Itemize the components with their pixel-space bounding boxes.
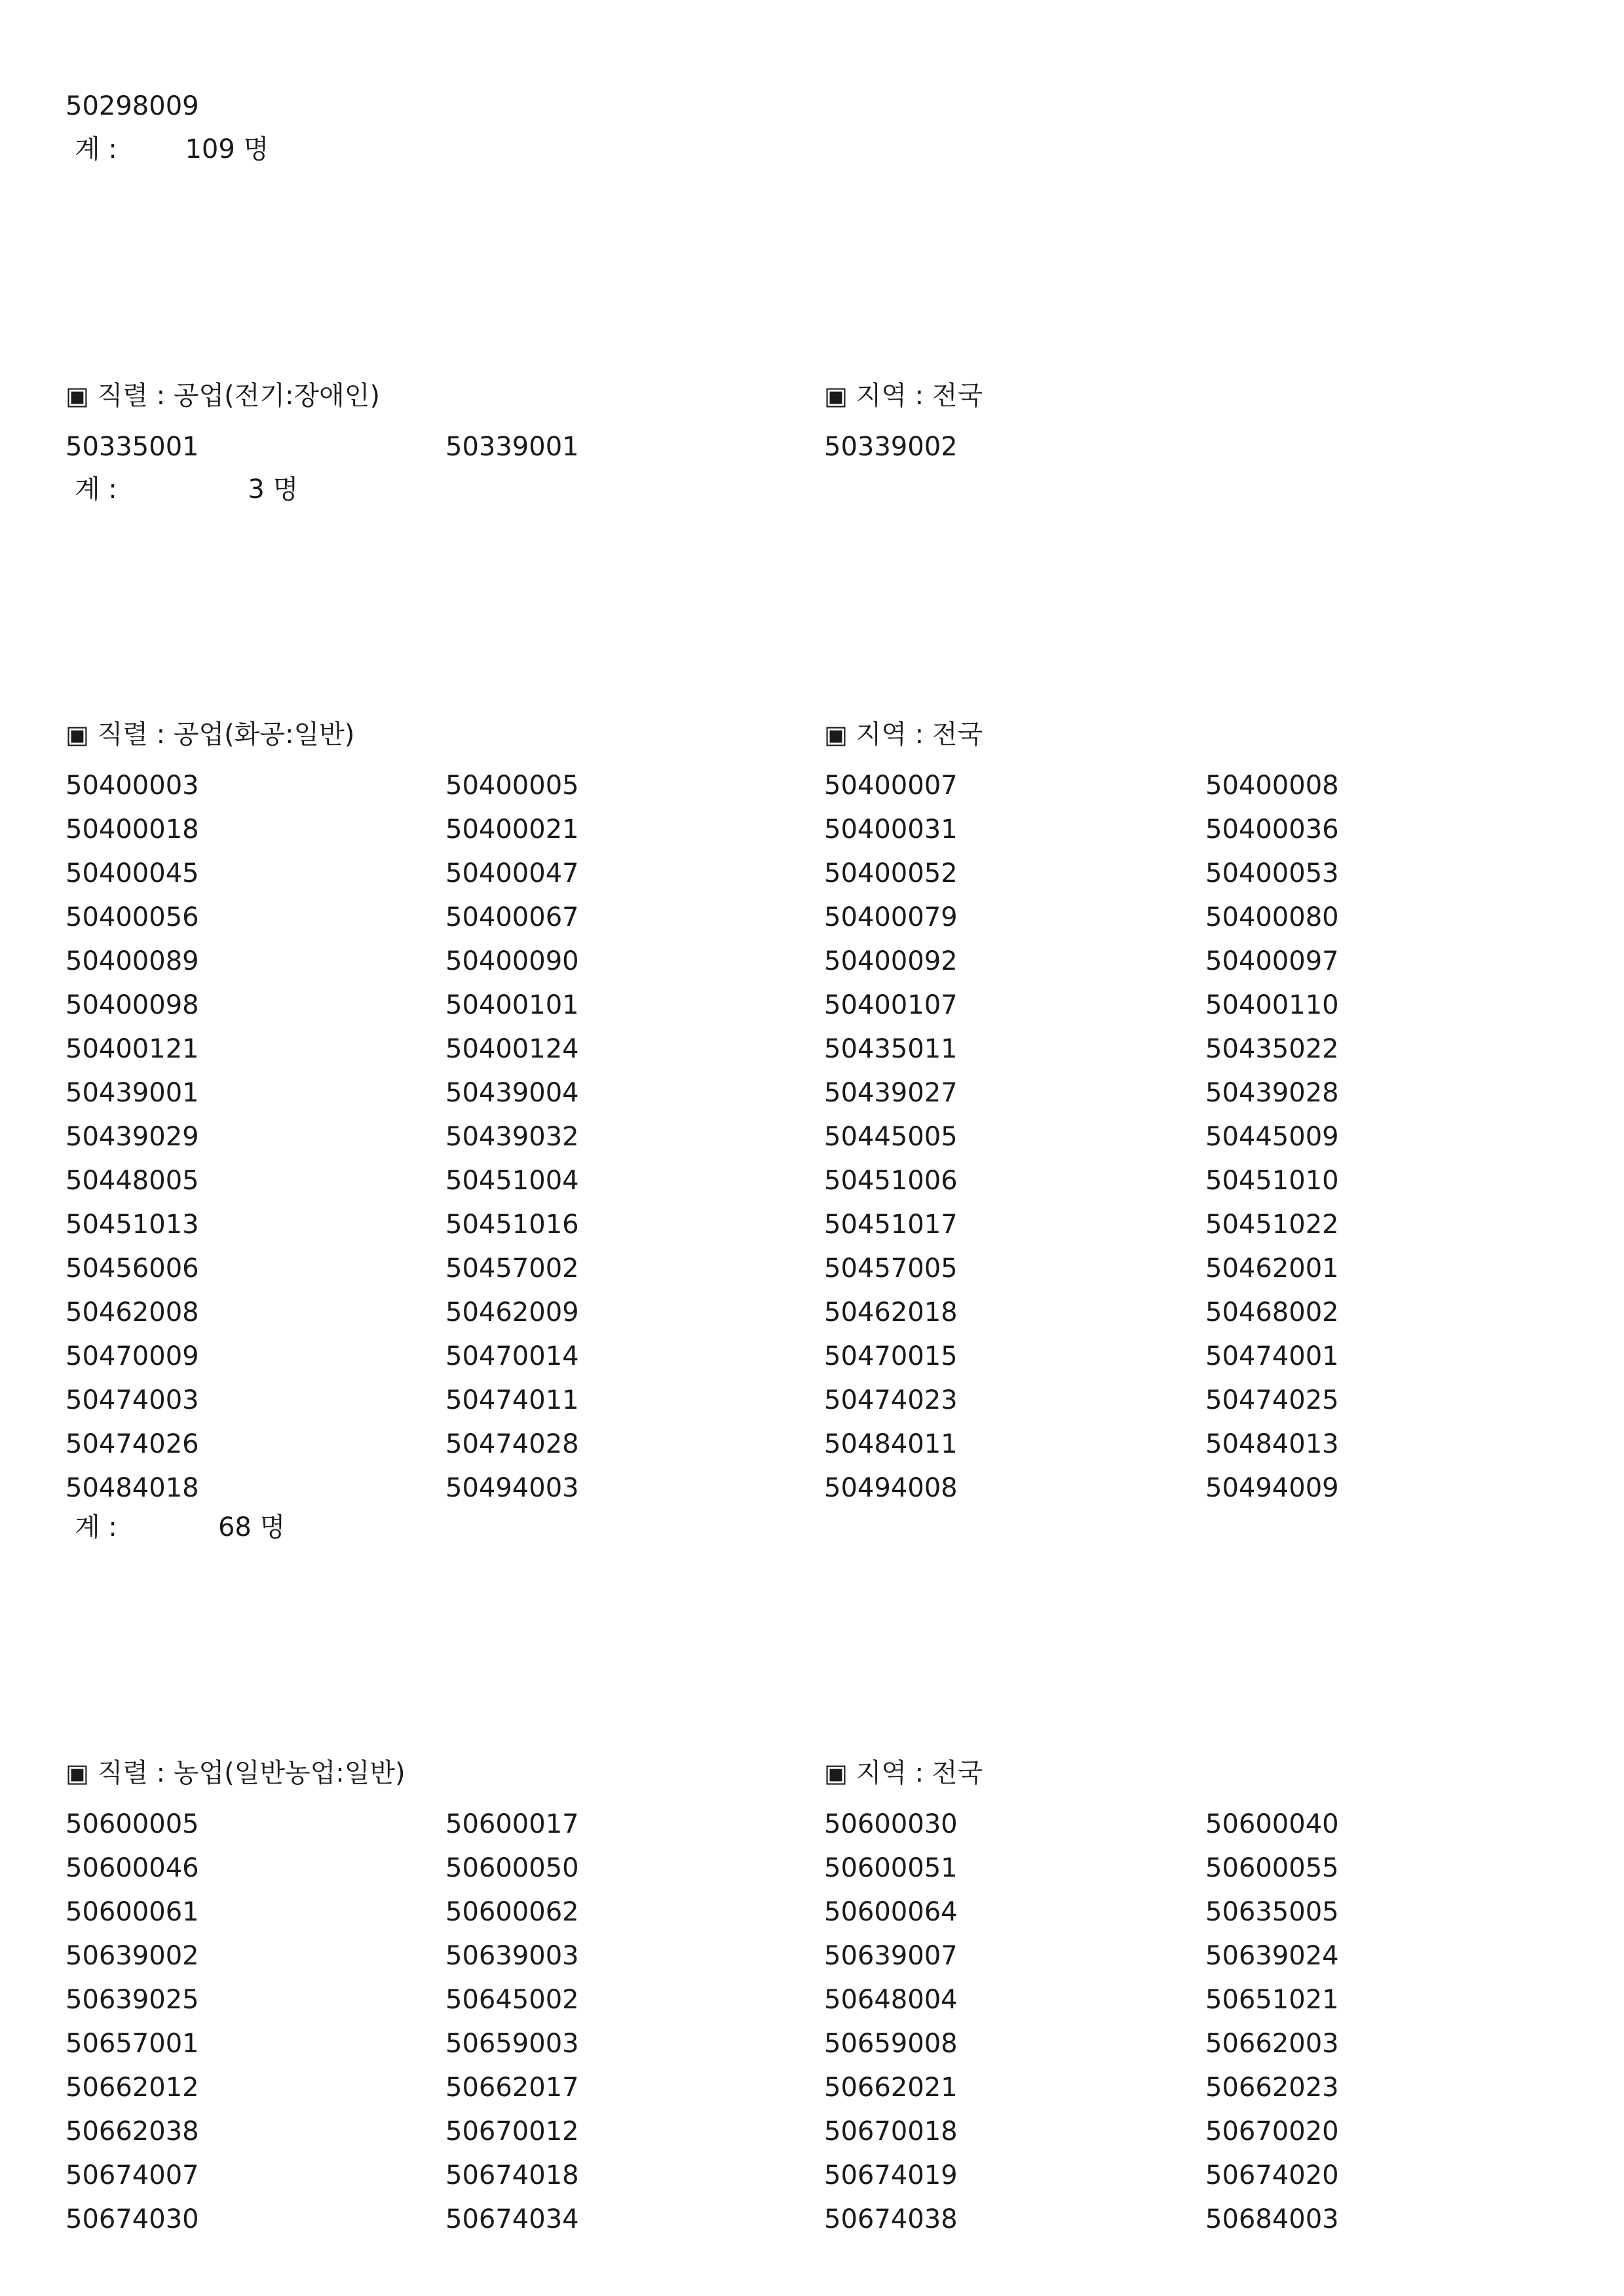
- id-cell: 50400045: [66, 858, 199, 889]
- id-cell: 50400121: [66, 1034, 199, 1064]
- id-cell: 50639024: [1205, 1941, 1339, 1971]
- section-1-series: [66, 383, 380, 409]
- section-marker-icon: ▣: [66, 381, 89, 410]
- id-cell: 50451017: [824, 1210, 958, 1240]
- id-cell: 50470009: [66, 1341, 199, 1371]
- id-cell: 50494003: [445, 1473, 579, 1503]
- id-cell: 50674038: [824, 2204, 958, 2234]
- id-cell: 50445005: [824, 1122, 958, 1152]
- id-cell: 50400021: [445, 814, 579, 845]
- id-cell: 50451022: [1205, 1210, 1339, 1240]
- id-cell: 50439001: [66, 1078, 199, 1108]
- top-id: 50298009: [66, 91, 199, 121]
- id-cell: 50674019: [824, 2160, 958, 2191]
- total-unit: 명: [259, 1512, 286, 1542]
- top-total: [75, 136, 269, 163]
- total-count: 3: [248, 474, 265, 505]
- id-cell: 50662038: [66, 2116, 199, 2147]
- region-label: 지역 : 전국: [856, 1758, 983, 1788]
- id-cell: 50439004: [445, 1078, 579, 1108]
- id-cell: 50400124: [445, 1034, 579, 1064]
- id-cell: 50457005: [824, 1253, 958, 1284]
- id-cell: 50435011: [824, 1034, 958, 1064]
- id-cell: 50400052: [824, 858, 958, 889]
- section-2-total: [75, 1514, 285, 1540]
- id-cell: 50400080: [1205, 902, 1339, 932]
- id-cell: 50435022: [1205, 1034, 1339, 1064]
- id-cell: 50662017: [445, 2073, 579, 2103]
- id-cell: 50474003: [66, 1385, 199, 1415]
- id-cell: 50600050: [445, 1853, 579, 1883]
- total-label: 계 :: [75, 134, 117, 164]
- id-cell: 50451006: [824, 1166, 958, 1196]
- id-cell: 50462008: [66, 1297, 199, 1328]
- id-cell: 50635005: [1205, 1897, 1339, 1927]
- id-cell: 50600040: [1205, 1809, 1339, 1839]
- id-cell: 50451004: [445, 1166, 579, 1196]
- id-cell: 50400047: [445, 858, 579, 889]
- id-cell: 50400089: [66, 946, 199, 976]
- id-cell: 50439029: [66, 1122, 199, 1152]
- id-cell: 50400003: [66, 771, 199, 801]
- id-cell: 50400092: [824, 946, 958, 976]
- total-label: 계 :: [75, 1512, 117, 1542]
- id-cell: 50400110: [1205, 990, 1339, 1020]
- id-cell: 50470015: [824, 1341, 958, 1371]
- id-cell: 50462001: [1205, 1253, 1339, 1284]
- id-cell: 50339001: [445, 432, 579, 462]
- id-cell: 50400031: [824, 814, 958, 845]
- section-2-series: [66, 721, 354, 748]
- id-cell: 50400018: [66, 814, 199, 845]
- id-cell: 50662021: [824, 2073, 958, 2103]
- id-cell: 50670012: [445, 2116, 579, 2147]
- id-cell: 50600062: [445, 1897, 579, 1927]
- id-cell: 50600051: [824, 1853, 958, 1883]
- id-cell: 50474025: [1205, 1385, 1339, 1415]
- id-cell: 50468002: [1205, 1297, 1339, 1328]
- id-cell: 50451013: [66, 1210, 199, 1240]
- id-cell: 50474026: [66, 1429, 199, 1459]
- id-cell: 50400107: [824, 990, 958, 1020]
- id-cell: 50484011: [824, 1429, 958, 1459]
- section-marker-icon: ▣: [824, 381, 848, 410]
- id-cell: 50400098: [66, 990, 199, 1020]
- section-marker-icon: ▣: [824, 1759, 848, 1788]
- id-cell: 50674018: [445, 2160, 579, 2191]
- total-unit: 명: [243, 134, 269, 164]
- id-cell: 50400005: [445, 771, 579, 801]
- section-marker-icon: ▣: [66, 720, 89, 749]
- id-cell: 50400079: [824, 902, 958, 932]
- id-cell: 50674020: [1205, 2160, 1339, 2191]
- id-cell: 50400097: [1205, 946, 1339, 976]
- id-cell: 50659008: [824, 2029, 958, 2059]
- id-cell: 50462018: [824, 1297, 958, 1328]
- id-cell: 50651021: [1205, 1985, 1339, 2015]
- id-cell: 50670018: [824, 2116, 958, 2147]
- id-cell: 50600055: [1205, 1853, 1339, 1883]
- id-cell: 50451010: [1205, 1166, 1339, 1196]
- section-3-region: [824, 1760, 983, 1786]
- section-1-region: [824, 383, 983, 409]
- id-cell: 50400007: [824, 771, 958, 801]
- id-cell: 50600017: [445, 1809, 579, 1839]
- id-cell: 50484018: [66, 1473, 199, 1503]
- id-cell: 50400053: [1205, 858, 1339, 889]
- id-cell: 50474028: [445, 1429, 579, 1459]
- id-cell: 50474023: [824, 1385, 958, 1415]
- id-cell: 50674034: [445, 2204, 579, 2234]
- id-cell: 50439027: [824, 1078, 958, 1108]
- id-cell: 50600046: [66, 1853, 199, 1883]
- id-cell: 50474001: [1205, 1341, 1339, 1371]
- section-2-region: [824, 721, 983, 748]
- id-cell: 50494008: [824, 1473, 958, 1503]
- id-cell: 50474011: [445, 1385, 579, 1415]
- id-cell: 50400056: [66, 902, 199, 932]
- id-cell: 50670020: [1205, 2116, 1339, 2147]
- id-cell: 50600030: [824, 1809, 958, 1839]
- id-cell: 50451016: [445, 1210, 579, 1240]
- total-count: 68: [217, 1512, 252, 1542]
- id-cell: 50662023: [1205, 2073, 1339, 2103]
- id-cell: 50662003: [1205, 2029, 1339, 2059]
- id-cell: 50462009: [445, 1297, 579, 1328]
- region-label: 지역 : 전국: [856, 719, 983, 750]
- id-cell: 50335001: [66, 432, 199, 462]
- id-cell: 50674007: [66, 2160, 199, 2191]
- id-cell: 50484013: [1205, 1429, 1339, 1459]
- id-cell: 50645002: [445, 1985, 579, 2015]
- id-cell: 50648004: [824, 1985, 958, 2015]
- id-cell: 50400067: [445, 902, 579, 932]
- section-3-series: [66, 1760, 406, 1786]
- id-cell: 50659003: [445, 2029, 579, 2059]
- id-cell: 50439028: [1205, 1078, 1339, 1108]
- region-label: 지역 : 전국: [856, 381, 983, 411]
- id-cell: 50400090: [445, 946, 579, 976]
- id-cell: 50439032: [445, 1122, 579, 1152]
- id-cell: 50494009: [1205, 1473, 1339, 1503]
- id-cell: 50657001: [66, 2029, 199, 2059]
- id-cell: 50400036: [1205, 814, 1339, 845]
- id-cell: 50448005: [66, 1166, 199, 1196]
- id-cell: 50639007: [824, 1941, 958, 1971]
- total-unit: 명: [273, 474, 299, 505]
- id-cell: 50674030: [66, 2204, 199, 2234]
- id-cell: 50400101: [445, 990, 579, 1020]
- section-marker-icon: ▣: [824, 720, 848, 749]
- id-cell: 50684003: [1205, 2204, 1339, 2234]
- total-label: 계 :: [75, 474, 117, 505]
- series-label: 직렬 : 농업(일반농업:일반): [97, 1758, 406, 1788]
- id-cell: 50457002: [445, 1253, 579, 1284]
- id-cell: 50339002: [824, 432, 958, 462]
- id-cell: 50400008: [1205, 771, 1339, 801]
- id-cell: 50639003: [445, 1941, 579, 1971]
- id-cell: 50600005: [66, 1809, 199, 1839]
- id-cell: 50639025: [66, 1985, 199, 2015]
- id-cell: 50445009: [1205, 1122, 1339, 1152]
- id-cell: 50456006: [66, 1253, 199, 1284]
- id-cell: 50662012: [66, 2073, 199, 2103]
- id-cell: 50600064: [824, 1897, 958, 1927]
- section-1-total: [75, 476, 298, 503]
- id-cell: 50600061: [66, 1897, 199, 1927]
- total-count: 109: [185, 134, 235, 164]
- series-label: 직렬 : 공업(전기:장애인): [97, 381, 380, 411]
- series-label: 직렬 : 공업(화공:일반): [97, 719, 355, 750]
- section-marker-icon: ▣: [66, 1759, 89, 1788]
- id-cell: 50639002: [66, 1941, 199, 1971]
- id-cell: 50470014: [445, 1341, 579, 1371]
